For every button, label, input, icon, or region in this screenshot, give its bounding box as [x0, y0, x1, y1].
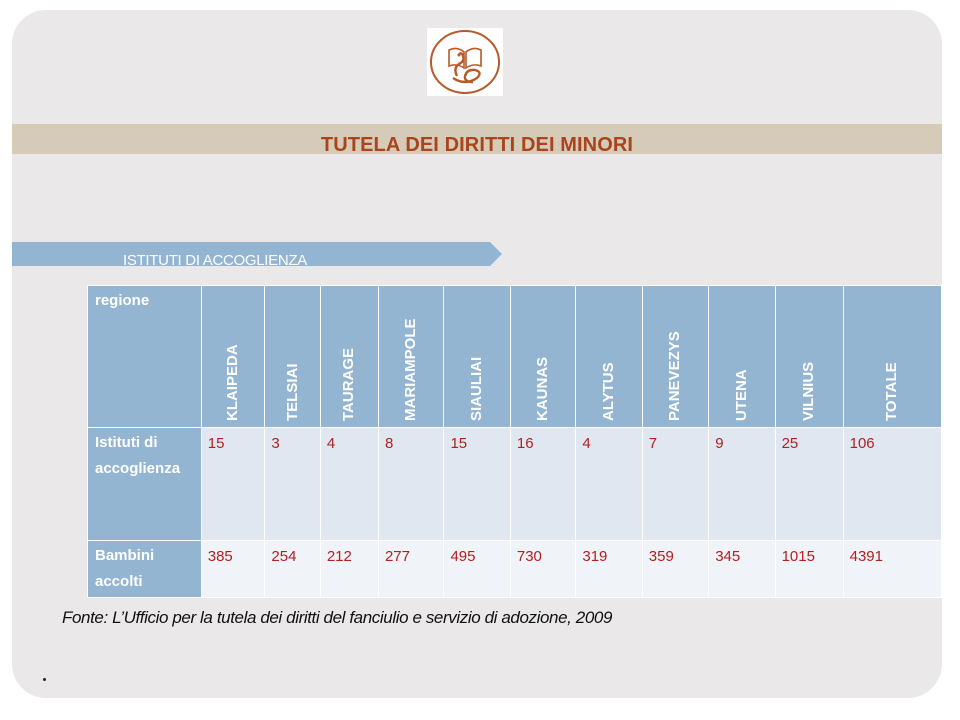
- table-cell: 319: [576, 541, 642, 598]
- table-cell: 254: [265, 541, 320, 598]
- table-header-row: [88, 286, 942, 428]
- page-title: TUTELA DEI DIRITTI DEI MINORI: [320, 134, 634, 156]
- table-cell: 15: [201, 428, 265, 541]
- section-tab: [12, 242, 502, 266]
- table-cell: 345: [709, 541, 775, 598]
- table-cell: 7: [642, 428, 708, 541]
- region-header: TELSIAI: [265, 286, 320, 428]
- table-cell: 1015: [775, 541, 843, 598]
- table-row: [88, 541, 942, 598]
- table-cell: 9: [709, 428, 775, 541]
- table-cell: 212: [320, 541, 378, 598]
- table-cell: 4: [576, 428, 642, 541]
- table-cell: 25: [775, 428, 843, 541]
- region-header: KAUNAS: [510, 286, 576, 428]
- table-cell: 15: [444, 428, 510, 541]
- region-header: KLAIPEDA: [201, 286, 265, 428]
- table-cell: 8: [378, 428, 444, 541]
- region-header: ALYTUS: [576, 286, 642, 428]
- bird-book-logo-icon: [427, 28, 503, 96]
- table-cell: 106: [843, 428, 941, 541]
- table-cell: 730: [510, 541, 576, 598]
- region-header: TAURAGE: [320, 286, 378, 428]
- table-cell: 3: [265, 428, 320, 541]
- slide: [12, 10, 942, 698]
- region-header: SIAULIAI: [444, 286, 510, 428]
- table-cell: 277: [378, 541, 444, 598]
- region-header: MARIAMPOLE: [378, 286, 444, 428]
- table-row: [88, 428, 942, 541]
- table-cell: 16: [510, 428, 576, 541]
- region-header: VILNIUS: [775, 286, 843, 428]
- corner-label: regione: [88, 286, 202, 428]
- region-header: PANEVEZYS: [642, 286, 708, 428]
- region-header: TOTALE: [843, 286, 941, 428]
- table-cell: 385: [201, 541, 265, 598]
- footer-mark: [43, 678, 46, 681]
- row-label: Istituti di accoglienza: [88, 428, 202, 541]
- source-note: Fonte: L’Ufficio per la tutela dei diritti del fanciulio e servizio di adozione, 2009: [62, 608, 613, 627]
- data-table: [87, 285, 942, 598]
- region-header: UTENA: [709, 286, 775, 428]
- section-label: ISTITUTI DI ACCOGLIENZA: [123, 252, 307, 266]
- row-label: Bambini accolti: [88, 541, 202, 598]
- table-cell: 495: [444, 541, 510, 598]
- table-cell: 359: [642, 541, 708, 598]
- table-cell: 4391: [843, 541, 941, 598]
- table-cell: 4: [320, 428, 378, 541]
